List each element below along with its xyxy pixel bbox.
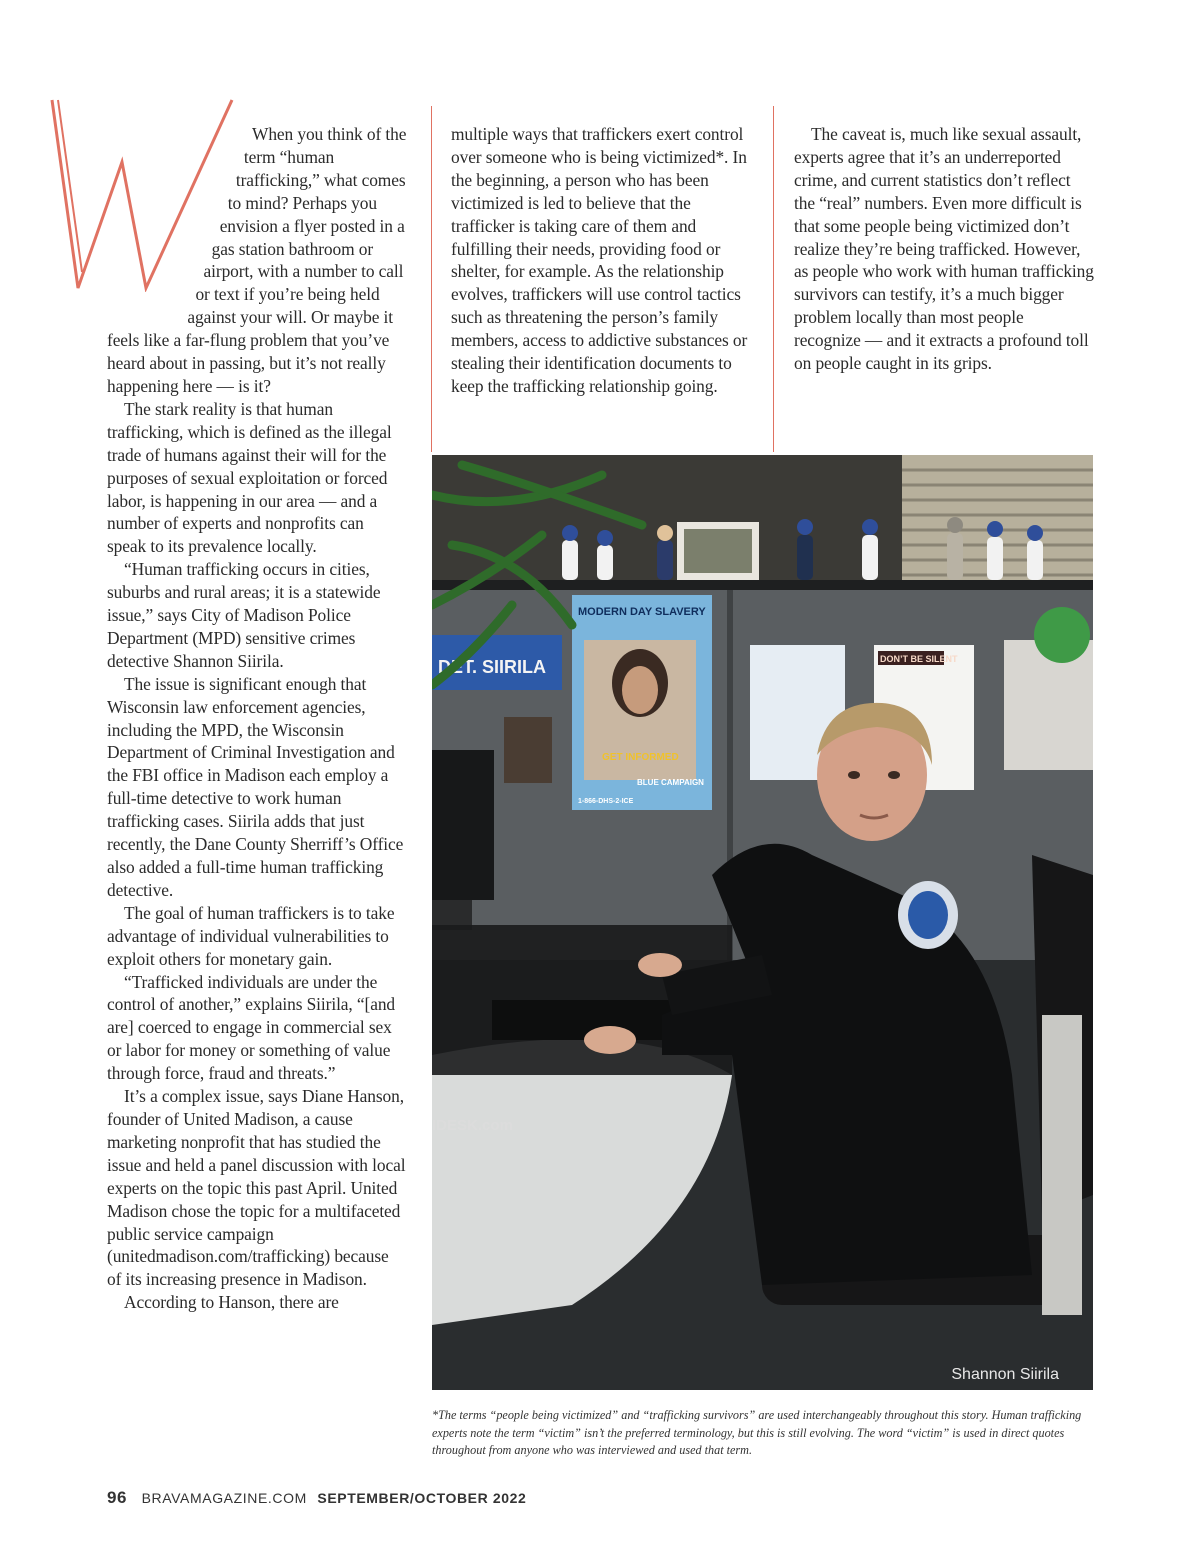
column-divider: [431, 106, 432, 452]
article-column-1: [107, 123, 407, 1314]
paragraph: “Human trafficking occurs in cities, suburbs and rural areas; it is a statewide issue,” says City of Madison Police Department (MPD) sensitive crimes detective Shannon Siirila.: [107, 559, 381, 671]
paragraph: The caveat is, much like sexual assault, experts agree that it’s an underreported crime, and current statistics don’t reflect the “real” numbers. Even more difficult is that some people being victimized don’t realize they’re being trafficked. However, as people who work with human trafficking survivors can testify, it’s a much bigger problem locally than most people recognize — and it extracts a profound toll on people caught in its grips.: [794, 124, 1094, 374]
page-footer: [107, 1488, 526, 1508]
photo-credit-name: Shannon Siirila: [951, 1366, 1059, 1383]
nameplate-text: DET. SIIRILA: [438, 657, 547, 677]
page-number: 96: [107, 1488, 128, 1507]
desk-label: IDESK.com: [432, 1117, 513, 1134]
detective-photo: [432, 455, 1093, 1390]
paragraph: multiple ways that traffickers exert control over someone who is being victimized*. In the beginning, a person who has been victimized is led to believe that the trafficker is taking care of them and fulfilling their needs, providing food or shelter, for example. As the relationship evolves, traffickers will use control tactics such as threatening the person’s family members, access to addictive substances or stealing their identification documents to keep the trafficking relationship going.: [451, 124, 748, 396]
paragraph: According to Hanson, there are: [124, 1292, 339, 1313]
poster-brand: BLUE CAMPAIGN: [637, 778, 704, 787]
column-divider: [773, 106, 774, 452]
photo-caption-footnote: *The terms “people being victimized” and “trafficking survivors” are used interchangeably throughout this story. Human trafficking experts note the term “victim” isn’t the preferred terminology, but this is still evolving. The word “victim” is used in direct quotes throughout from anyone who was interviewed and used that term.: [432, 1408, 1082, 1457]
poster-title: MODERN DAY SLAVERY: [578, 606, 706, 618]
office-scene-illustration: [432, 455, 1093, 1390]
paragraph: The goal of human traffickers is to take advantage of individual vulnerabilities to exploit others for monetary gain.: [107, 902, 395, 969]
article-column-2: [451, 123, 757, 398]
poster-phone: 1-866-DHS-2-ICE: [578, 798, 634, 805]
paragraph: It’s a complex issue, says Diane Hanson, founder of United Madison, a cause marketing nonprofit that has studied the issue and held a panel discussion with local experts on the topic this past April. United Madison chose the topic for a multifaceted public service campaign (unitedmadison.com/trafficking) because of its increasing presence in Madison.: [107, 1086, 406, 1290]
paragraph: When you think of the term “human trafficking,” what comes to mind? Perhaps you envision a flyer posted in a gas station bathroom or airport, with a number to call or text if you’re being held against your will. Or maybe it feels like a far-flung problem that you’ve heard about in passing, but it’s not really happening here — is it?: [107, 124, 407, 396]
paragraph: “Trafficked individuals are under the control of another,” explains Siirila, “[and are] coerced to engage in commercial sex or labor for money or something of value through force, fraud and threats.”: [107, 971, 396, 1084]
flyer-title: DON’T BE SILENT: [880, 654, 958, 664]
site-name: BRAVAMAGAZINE.COM: [141, 1490, 307, 1506]
paragraph: The stark reality is that human trafficking, which is defined as the illegal trade of humans against their will for the purposes of sexual exploitation or forced labor, is happening in our area — and a number of experts and nonprofits can speak to its prevalence locally.: [107, 398, 392, 557]
paragraph: The issue is significant enough that Wisconsin law enforcement agencies, including the MPD, the Wisconsin Department of Criminal Investigation and the FBI office in Madison each employ a full-time detective to work human trafficking cases. Siirila adds that just recently, the Dane County Sherriff’s Office also added a full-time human trafficking detective.: [107, 673, 404, 900]
poster-cta: GET INFORMED: [602, 752, 679, 763]
article-column-3: [794, 123, 1094, 375]
issue-date: SEPTEMBER/OCTOBER 2022: [317, 1490, 527, 1506]
